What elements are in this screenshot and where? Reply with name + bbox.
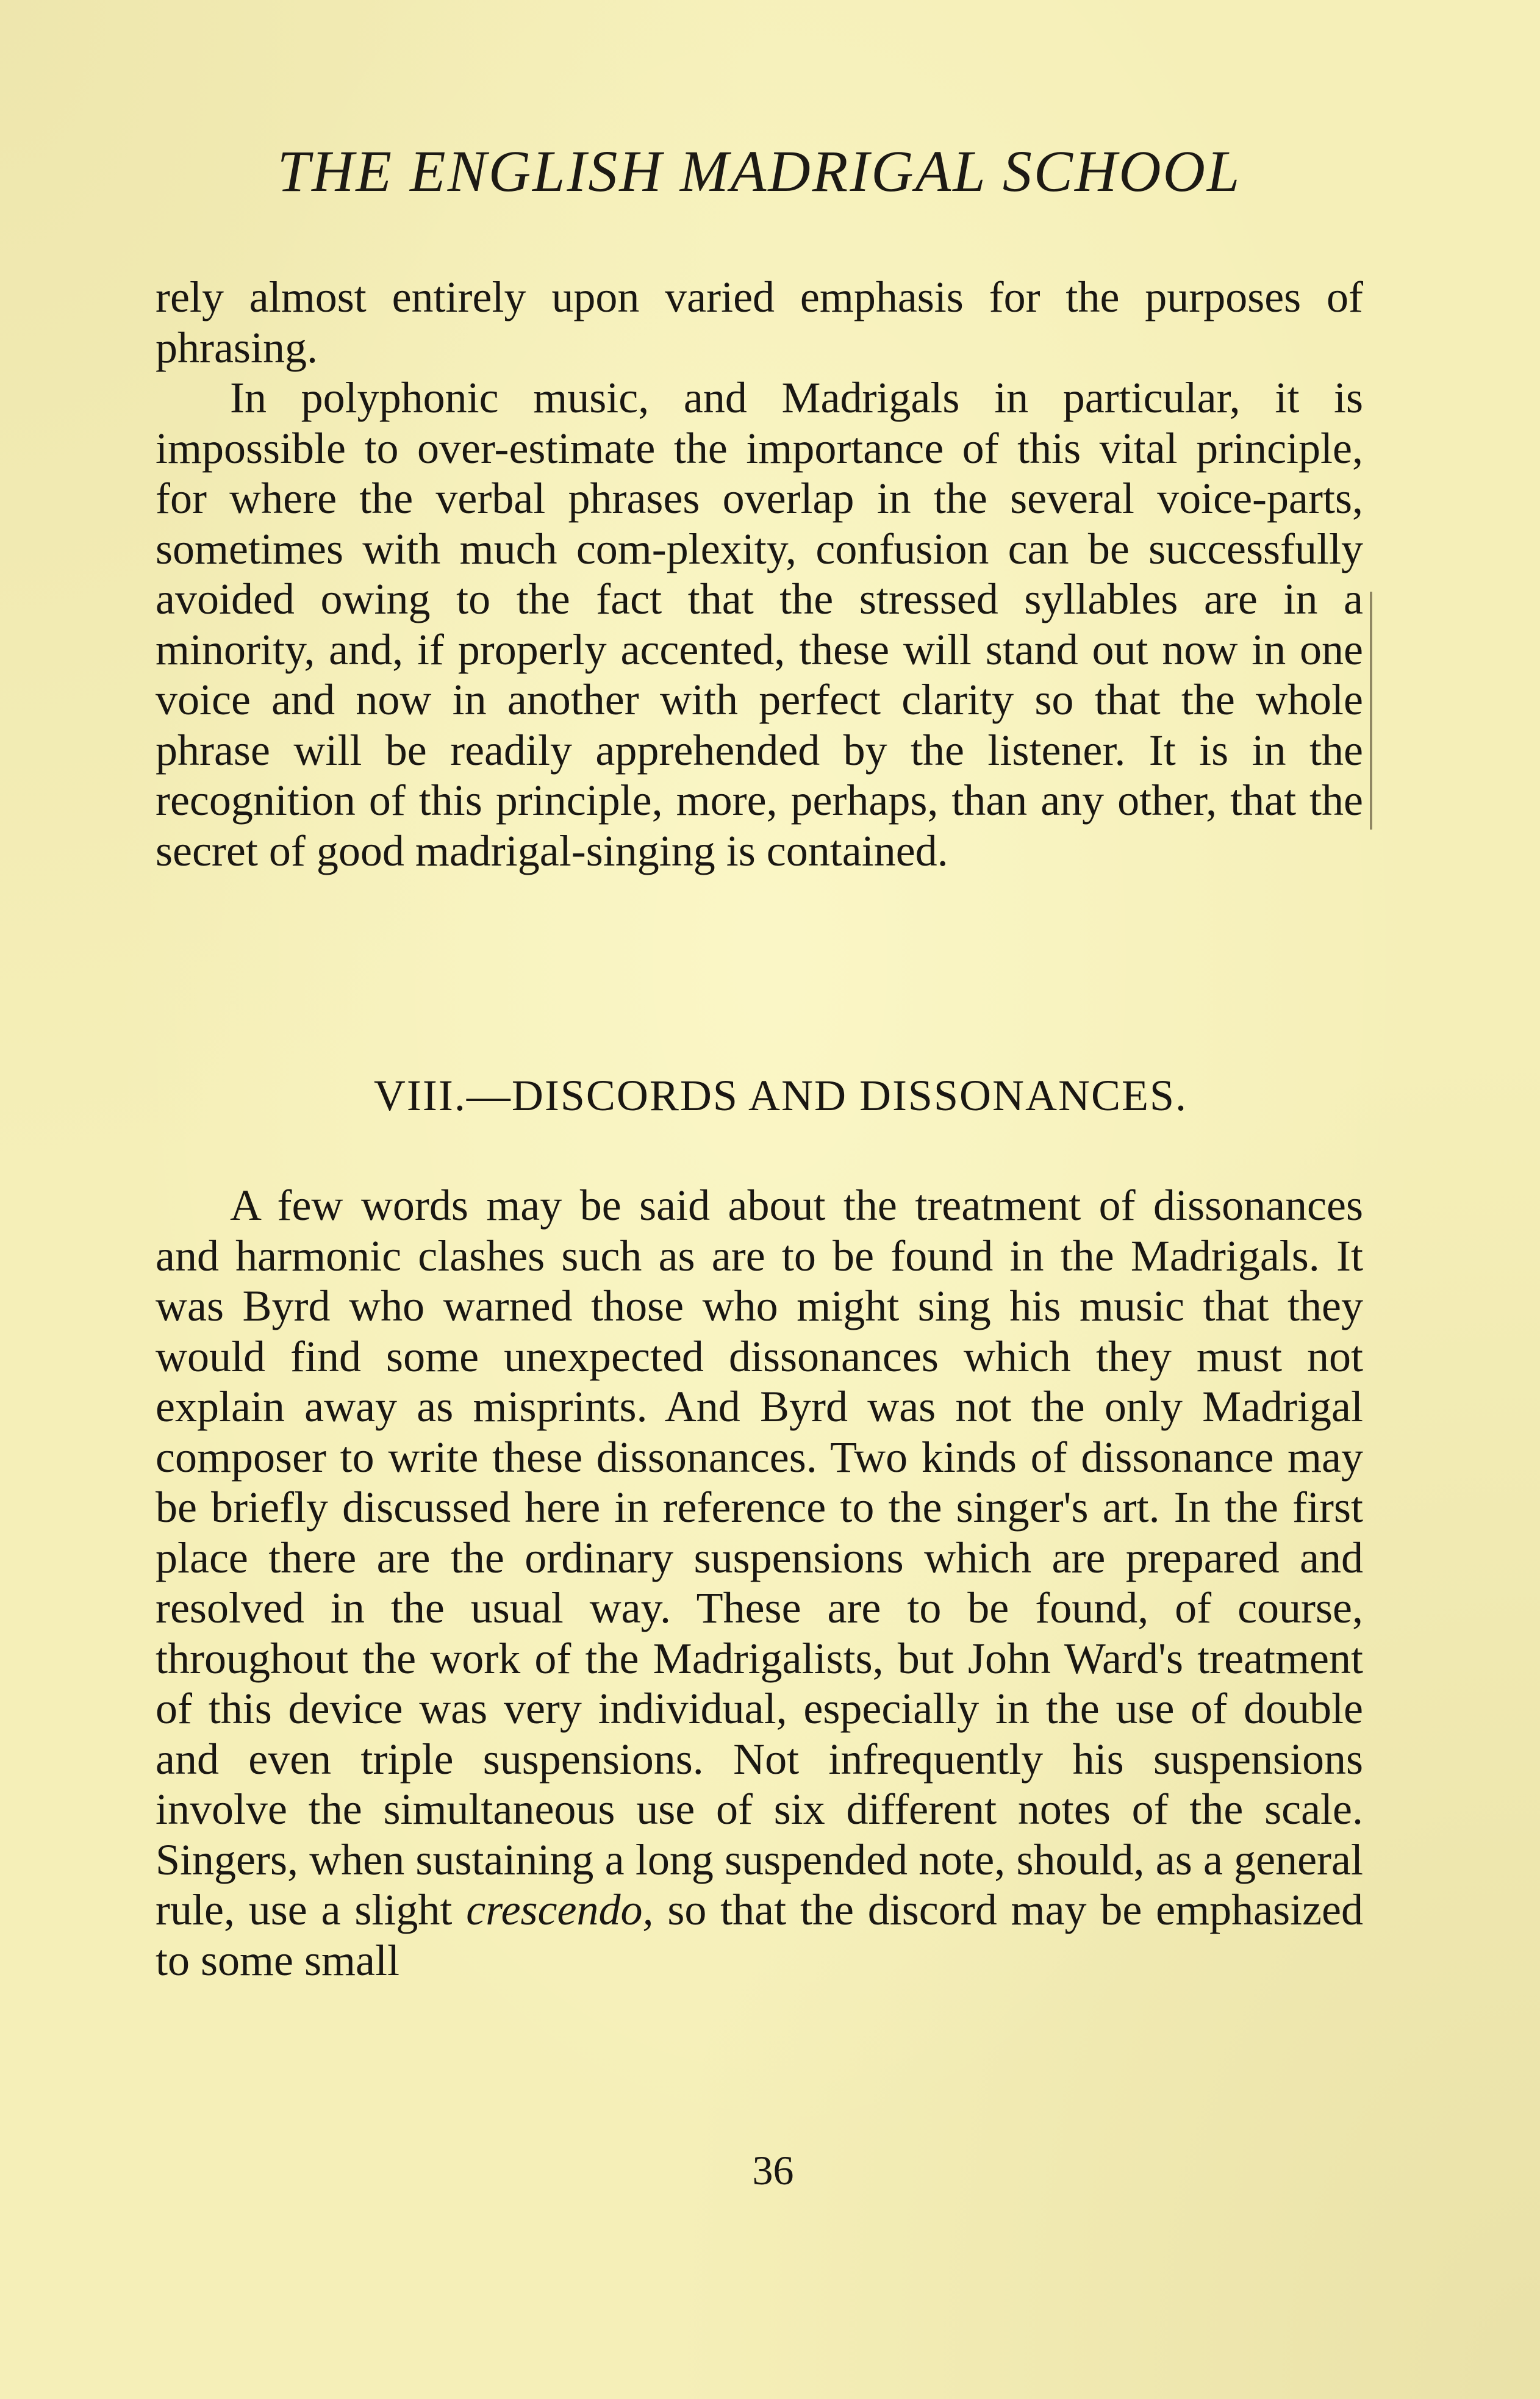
paragraph-discords [156, 1180, 1363, 1985]
crescendo-term: crescendo, [466, 1885, 654, 1934]
text-block-discords [156, 1180, 1363, 1985]
section-heading: VIII.—DISCORDS AND DISSONANCES. [373, 1071, 1188, 1120]
margin-mark [1370, 592, 1377, 830]
paragraph-discords-main: A few words may be said about the treatment of dissonances and harmonic clashes such as are to be found in the Madrigals. It was Byrd who warned those who might sing his music that they would find some unexpected dissonances which they must not explain away as misprints. And Byrd was not the only Madrigal composer to write these dissonances. Two kinds of dissonance may be briefly discussed here in reference to the singer's art. In the first place there are the ordinary suspensions which are prepared and resolved in the usual way. These are to be found, of course, throughout the work of the Madrigalists, but John Ward's treatment of this device was very individual, especially in the use of double and even triple suspensions. Not infrequently his suspensions involve the simultaneous use of six different notes of the scale. Singers, when sustaining a long suspended note, should, as a general rule, use a slight [156, 1181, 1363, 1934]
paragraph-continuation: rely almost entirely upon varied emphasis for the purposes of phrasing. [156, 273, 1363, 372]
page-number: 36 [752, 2147, 794, 2193]
paragraph-discords-end: so that the discord may be emphasized to some small [156, 1885, 1364, 1985]
paragraph-polyphonic-music: In polyphonic music, and Madrigals in particular, it is impossible to over-estimate the importance of this vital principle, for where the verbal phrases overlap in the several voice-parts, sometimes with much com-plexity, confusion can be successfully avoided owing to the fact that the stressed syllables are in a minority, and, if properly accented, these will stand out now in one voice and now in another with perfect clarity so that the whole phrase will be readily apprehended by the listener. It is in the recognition of this principle, more, perhaps, than any other, that the secret of good madrigal-singing is contained. [156, 373, 1363, 875]
text-block-top [156, 272, 1363, 876]
running-head: THE ENGLISH MADRIGAL SCHOOL [277, 138, 1242, 204]
